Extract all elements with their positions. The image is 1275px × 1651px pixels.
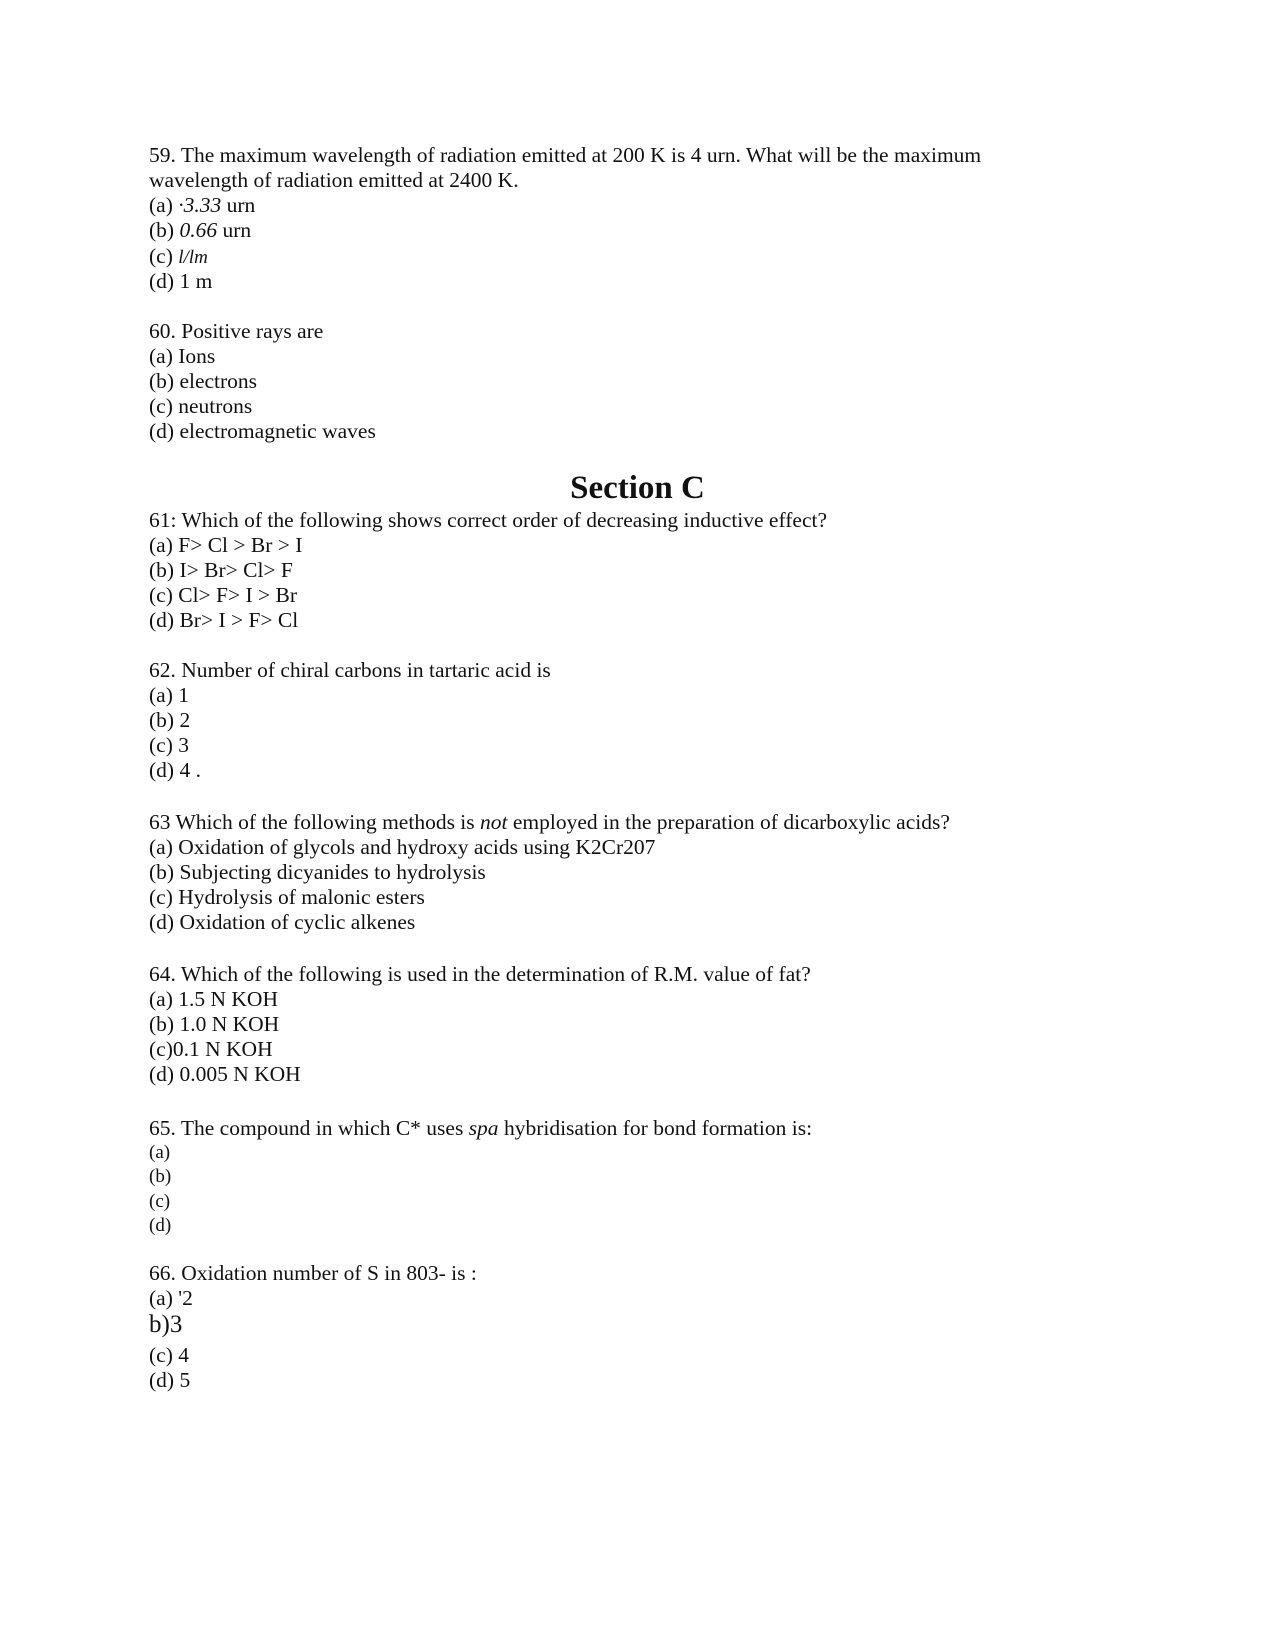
q65-option-d: (d) bbox=[149, 1215, 172, 1236]
q64-option-c: (c)0.1 N KOH bbox=[149, 1037, 273, 1061]
q60-option-b: (b) electrons bbox=[149, 369, 258, 393]
option-label: (b) bbox=[149, 218, 180, 242]
option-value: ·3.33 bbox=[178, 193, 222, 217]
stem-text: hybridisation for bond formation is: bbox=[498, 1116, 813, 1140]
q64-option-a: (a) 1.5 N KOH bbox=[149, 987, 278, 1011]
q64-stem: 64. Which of the following is used in the determination of R.M. value of fat? bbox=[149, 962, 811, 986]
q64-option-b: (b) 1.0 N KOH bbox=[149, 1012, 280, 1036]
option-unit: urn bbox=[217, 218, 252, 242]
q60-option-c: (c) neutrons bbox=[149, 394, 253, 418]
q62-option-b: (b) 2 bbox=[149, 708, 191, 732]
q65-option-c: (c) bbox=[149, 1191, 171, 1212]
section-heading: Section C bbox=[570, 470, 705, 506]
option-label: (c) bbox=[149, 244, 179, 268]
q61-stem: 61: Which of the following shows correct order of decreasing inductive effect? bbox=[149, 508, 828, 532]
q63-option-a: (a) Oxidation of glycols and hydroxy acids using K2Cr207 bbox=[149, 835, 656, 859]
q62-option-c: (c) 3 bbox=[149, 733, 189, 757]
option-label: (a) bbox=[149, 193, 179, 217]
stem-text: 63 Which of the following methods is bbox=[149, 810, 481, 834]
q60-option-d: (d) electromagnetic waves bbox=[149, 419, 376, 443]
q61-option-a: (a) F> Cl > Br > I bbox=[149, 533, 303, 557]
q65-option-b: (b) bbox=[149, 1166, 172, 1187]
q63-option-b: (b) Subjecting dicyanides to hydrolysis bbox=[149, 860, 486, 884]
q62-option-d: (d) 4 . bbox=[149, 758, 201, 782]
q65-stem bbox=[149, 1115, 812, 1141]
q66-option-d: (d) 5 bbox=[149, 1368, 191, 1392]
option-value: l/lm bbox=[178, 247, 208, 268]
stem-text: employed in the preparation of dicarboxylic acids? bbox=[507, 810, 950, 834]
q59-stem-line2: wavelength of radiation emitted at 2400 K. bbox=[149, 168, 519, 192]
q66-stem: 66. Oxidation number of S in 803- is : bbox=[149, 1261, 477, 1285]
stem-emphasis: not bbox=[480, 810, 508, 834]
q61-option-b: (b) I> Br> Cl> F bbox=[149, 558, 293, 582]
q60-option-a: (a) Ions bbox=[149, 344, 216, 368]
q59-option-b bbox=[149, 217, 251, 243]
q66-option-c: (c) 4 bbox=[149, 1343, 189, 1367]
q59-option-d: (d) 1 m bbox=[149, 269, 213, 293]
q65-option-a: (a) bbox=[149, 1142, 171, 1163]
q66-option-a: (a) '2 bbox=[149, 1286, 193, 1310]
q59-stem-line1: 59. The maximum wavelength of radiation emitted at 200 K is 4 urn. What will be the maximum bbox=[149, 143, 982, 167]
q61-option-c: (c) Cl> F> I > Br bbox=[149, 583, 298, 607]
q64-option-d: (d) 0.005 N KOH bbox=[149, 1062, 301, 1086]
q62-option-a: (a) 1 bbox=[149, 683, 189, 707]
option-value: 0.66 bbox=[179, 218, 218, 242]
q61-option-d: (d) Br> I > F> Cl bbox=[149, 608, 299, 632]
q63-stem bbox=[149, 809, 950, 835]
q60-stem: 60. Positive rays are bbox=[149, 319, 324, 343]
option-unit: urn bbox=[221, 193, 256, 217]
q66-option-b: b)3 bbox=[149, 1311, 183, 1338]
q63-option-d: (d) Oxidation of cyclic alkenes bbox=[149, 910, 416, 934]
q59-option-c bbox=[149, 243, 208, 271]
q63-option-c: (c) Hydrolysis of malonic esters bbox=[149, 885, 425, 909]
q59-option-a bbox=[149, 192, 255, 218]
q62-stem: 62. Number of chiral carbons in tartaric acid is bbox=[149, 658, 551, 682]
stem-text: 65. The compound in which C* uses bbox=[149, 1116, 469, 1140]
stem-emphasis: spa bbox=[468, 1116, 499, 1140]
